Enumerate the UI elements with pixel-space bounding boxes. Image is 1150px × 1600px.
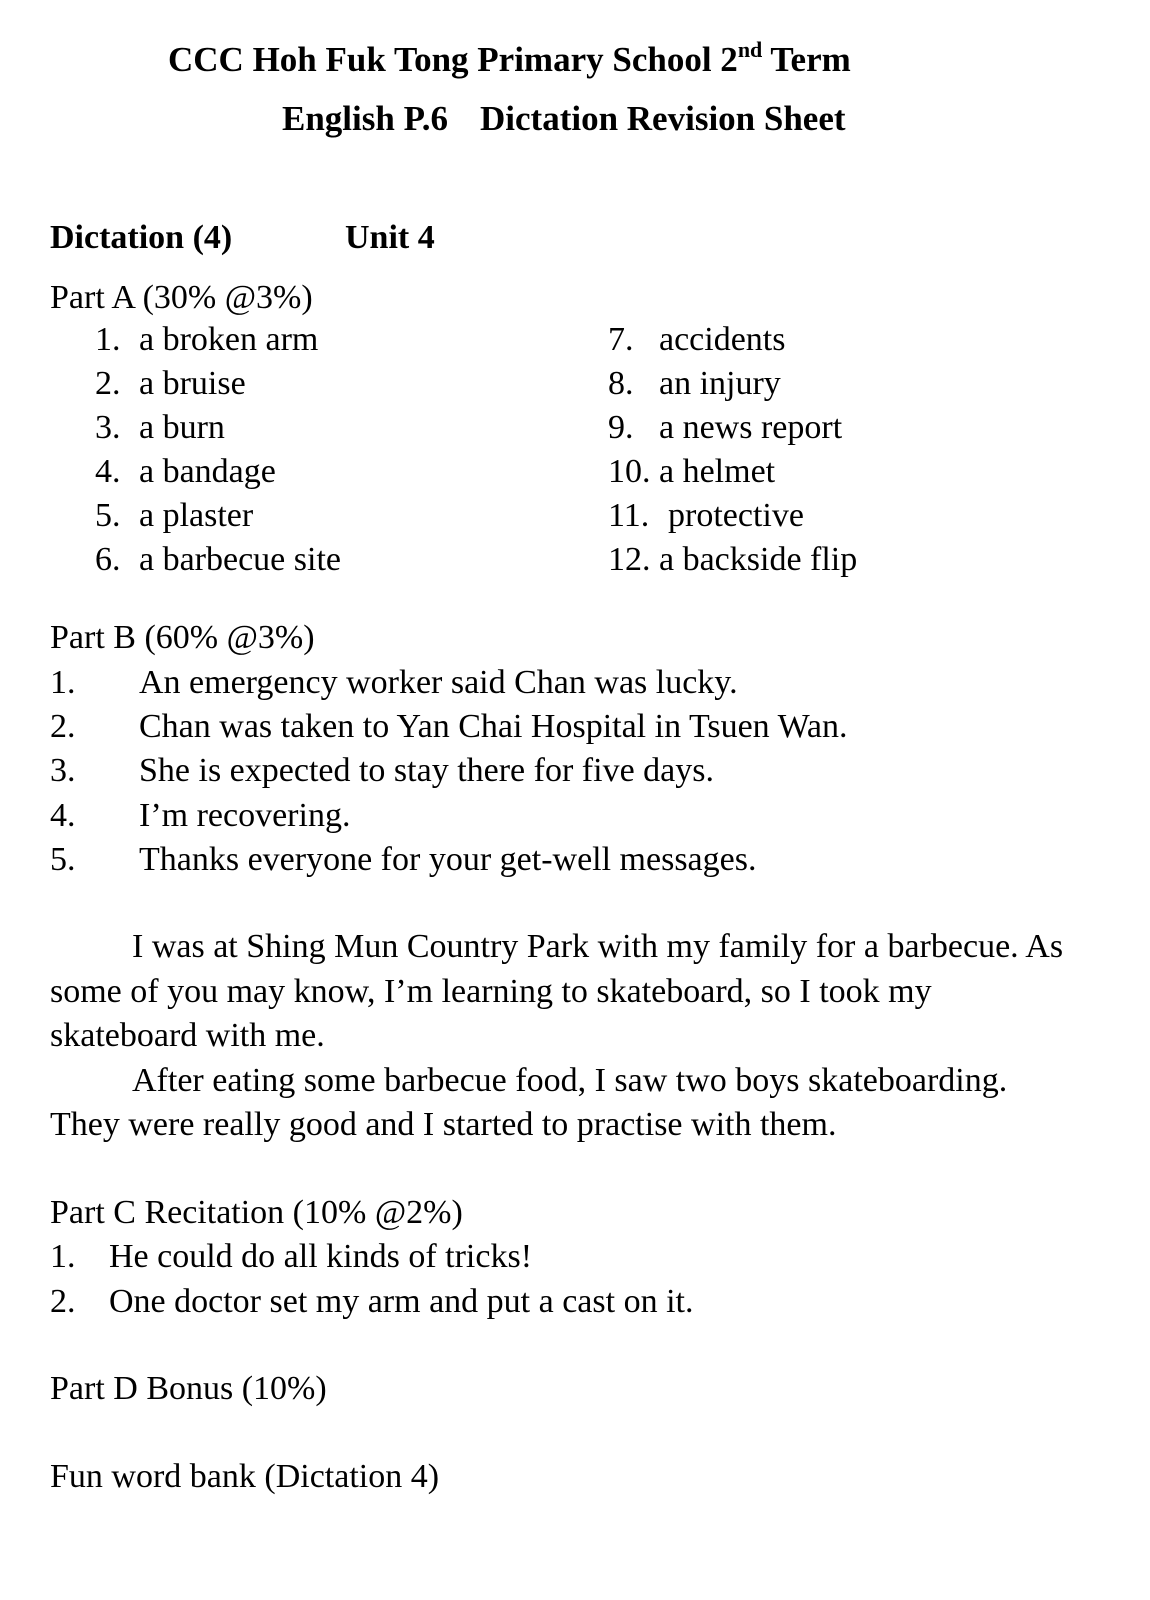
item-number: 4. xyxy=(95,453,121,490)
item-text: a broken arm xyxy=(139,321,319,358)
list-item xyxy=(95,494,253,538)
list-item xyxy=(95,362,246,406)
item-text: a bruise xyxy=(139,365,246,402)
list-item xyxy=(608,362,781,406)
list-item xyxy=(50,705,848,749)
item-text: a backside flip xyxy=(659,541,858,578)
item-text: a news report xyxy=(659,409,843,446)
item-text: Thanks everyone for your get-well messages. xyxy=(139,841,757,878)
page-title xyxy=(168,38,851,82)
title-end: Term xyxy=(762,40,851,79)
item-text: One doctor set my arm and put a cast on it. xyxy=(109,1283,694,1320)
list-item xyxy=(95,538,341,582)
item-number: 1. xyxy=(50,664,76,701)
word-bank-heading: Fun word bank (Dictation 4) xyxy=(50,1458,440,1495)
unit-heading: Unit 4 xyxy=(345,219,435,256)
part-c-heading: Part C Recitation (10% @2%) xyxy=(50,1194,463,1231)
item-text: Chan was taken to Yan Chai Hospital in Tsuen Wan. xyxy=(139,708,848,745)
passage-line: I was at Shing Mun Country Park with my family for a barbecue. As xyxy=(132,928,1064,965)
list-item xyxy=(608,318,786,362)
list-item xyxy=(95,318,318,362)
list-item xyxy=(50,749,714,793)
list-item xyxy=(95,406,225,450)
item-text: protective xyxy=(668,497,804,534)
passage-line: After eating some barbecue food, I saw two boys skateboarding. xyxy=(132,1062,1008,1099)
item-number: 7. xyxy=(608,321,634,358)
part-d-heading: Part D Bonus (10%) xyxy=(50,1370,327,1407)
item-text: a barbecue site xyxy=(139,541,341,578)
list-item xyxy=(50,661,738,705)
item-text: a bandage xyxy=(139,453,276,490)
item-text: an injury xyxy=(659,365,781,402)
item-number: 2. xyxy=(50,708,76,745)
item-number: 2. xyxy=(95,365,121,402)
item-number: 5. xyxy=(95,497,121,534)
item-number: 12. xyxy=(608,541,651,578)
list-item xyxy=(608,406,842,450)
list-item xyxy=(608,494,804,538)
item-text: She is expected to stay there for five days. xyxy=(139,752,714,789)
part-b-heading: Part B (60% @3%) xyxy=(50,619,315,656)
item-text: I’m recovering. xyxy=(139,797,351,834)
passage-line: skateboard with me. xyxy=(50,1017,325,1054)
item-text: He could do all kinds of tricks! xyxy=(109,1238,533,1275)
passage-line: some of you may know, I’m learning to skateboard, so I took my xyxy=(50,973,932,1010)
part-a-heading: Part A (30% @3%) xyxy=(50,279,313,316)
item-number: 8. xyxy=(608,365,634,402)
item-text: accidents xyxy=(659,321,786,358)
dictation-heading: Dictation (4) xyxy=(50,219,233,256)
item-text: An emergency worker said Chan was lucky. xyxy=(139,664,738,701)
item-number: 9. xyxy=(608,409,634,446)
item-number: 11. xyxy=(608,497,650,534)
passage-line: They were really good and I started to practise with them. xyxy=(50,1106,837,1143)
item-number: 1. xyxy=(95,321,121,358)
item-number: 3. xyxy=(50,752,76,789)
item-number: 4. xyxy=(50,797,76,834)
list-item xyxy=(608,538,857,582)
list-item xyxy=(50,1235,532,1279)
list-item xyxy=(50,838,756,882)
item-text: a helmet xyxy=(659,453,776,490)
list-item xyxy=(50,1280,693,1324)
item-text: a plaster xyxy=(139,497,254,534)
list-item xyxy=(608,450,775,494)
title-superscript: nd xyxy=(737,37,763,62)
subtitle-left: English P.6 xyxy=(282,99,449,138)
item-number: 10. xyxy=(608,453,651,490)
item-number: 1. xyxy=(50,1238,76,1275)
item-number: 6. xyxy=(95,541,121,578)
item-number: 3. xyxy=(95,409,121,446)
item-number: 5. xyxy=(50,841,76,878)
item-text: a burn xyxy=(139,409,225,446)
list-item xyxy=(95,450,276,494)
title-main: CCC Hoh Fuk Tong Primary School 2 xyxy=(168,40,738,79)
subtitle-right: Dictation Revision Sheet xyxy=(480,99,846,138)
list-item xyxy=(50,794,350,838)
item-number: 2. xyxy=(50,1283,76,1320)
